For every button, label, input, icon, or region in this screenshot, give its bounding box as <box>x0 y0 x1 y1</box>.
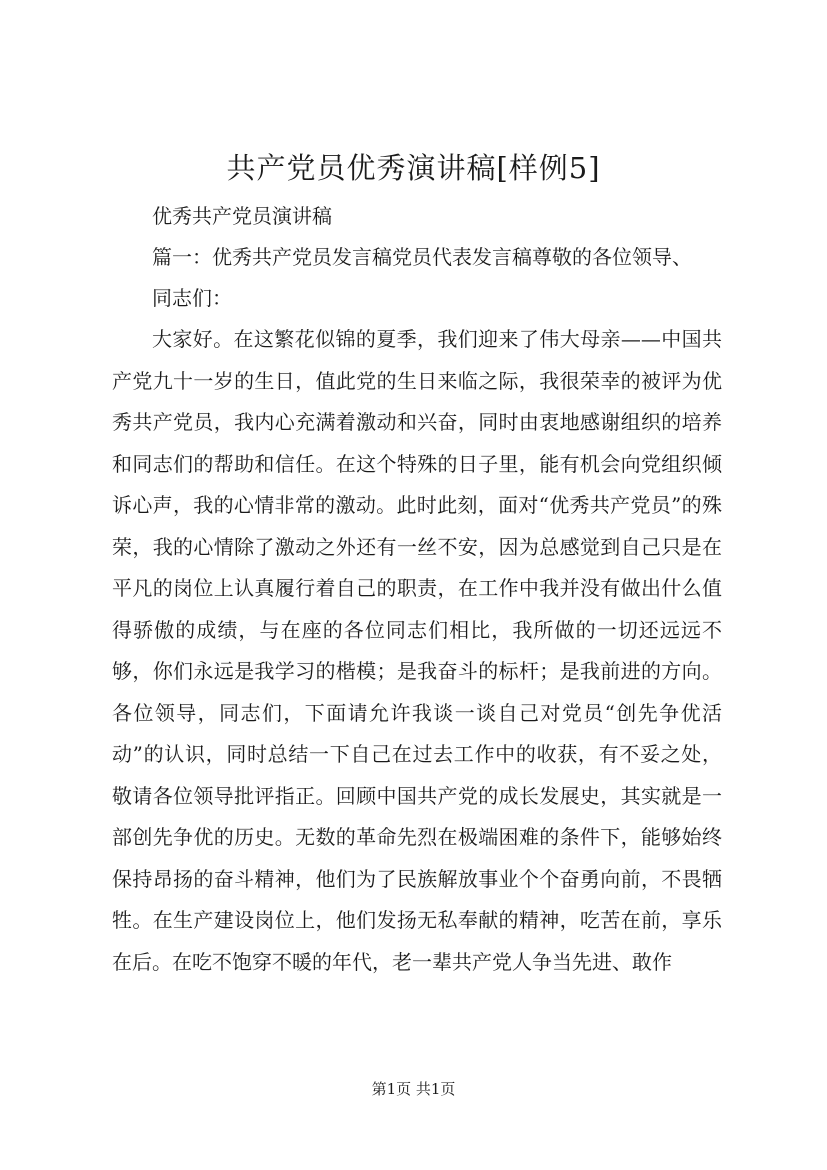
body-paragraph: 大家好。在这繁花似锦的夏季，我们迎来了伟大母亲——中国共产党九十一岁的生日，值此党的生日来临之际，我很荣幸的被评为优秀共产党员，我内心充满着激动和兴奋，同时由衷地感谢组织的培养和同志们的帮助和信任。在这个特殊的日子里，能有机会向党组织倾诉心声，我的心情非常的激动。此时此刻，面对“优秀共产党员”的殊荣，我的心情除了激动之外还有一丝不安，因为总感觉到自己只是在平凡的岗位上认真履行着自己的职责，在工作中我并没有做出什么值得骄傲的成绩，与在座的各位同志们相比，我所做的一切还远远不够，你们永远是我学习的楷模；是我奋斗的标杆；是我前进的方向。各位领导，同志们，下面请允许我谈一谈自己对党员“创先争优活动”的认识，同时总结一下自己在过去工作中的收获，有不妥之处，敬请各位领导批评指正。回顾中国共产党的成长发展史，其实就是一部创先争优的历史。无数的革命先烈在极端困难的条件下，能够始终保持昂扬的奋斗精神，他们为了民族解放事业个个奋勇向前，不畏牺牲。在生产建设岗位上，他们发扬无私奉献的精神，吃苦在前，享乐在后。在吃不饱穿不暖的年代，老一辈共产党人争当先进、敢作 <box>112 327 722 974</box>
salutation-paragraph: 同志们： <box>152 286 232 310</box>
page-footer: 第1页 共1页 <box>371 1080 456 1098</box>
section-heading-paragraph: 篇一：优秀共产党员发言稿党员代表发言稿尊敬的各位领导、 <box>152 245 692 269</box>
subtitle-paragraph: 优秀共产党员演讲稿 <box>152 204 332 228</box>
document-title: 共产党员优秀演讲稿[样例5] <box>226 151 601 185</box>
